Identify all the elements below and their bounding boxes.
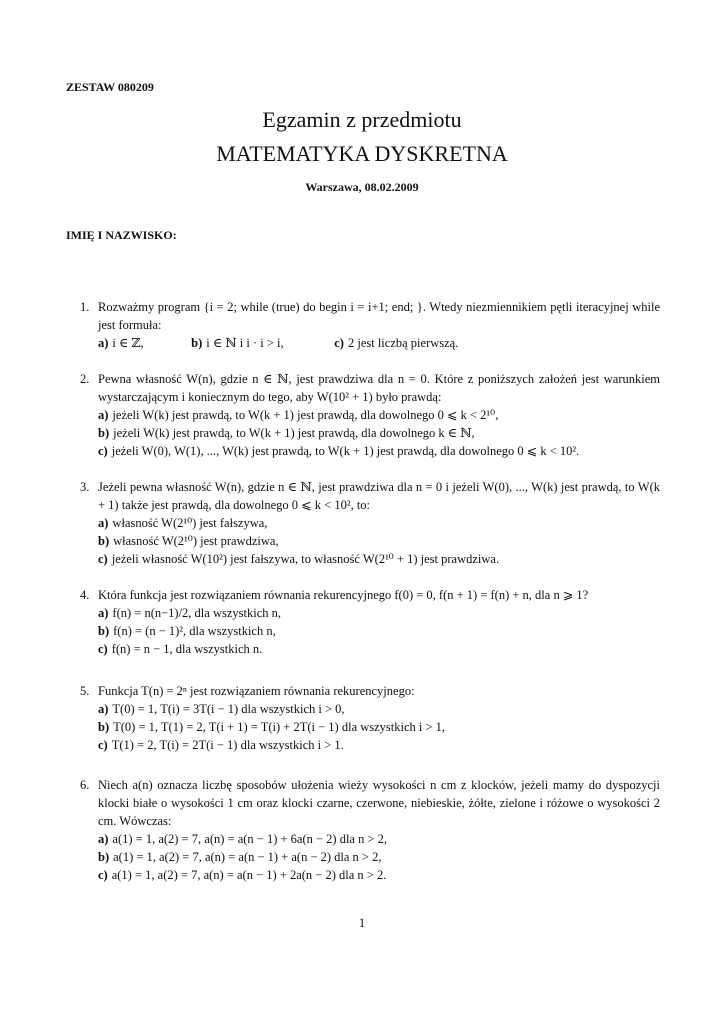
question-1 [80,298,660,352]
question-text: Funkcja T(n) = 2ⁿ jest rozwiązaniem równania rekurencyjnego: [98,684,415,698]
option-letter: c) [98,868,108,882]
option-b [98,848,660,866]
option-letter: a) [98,336,109,350]
option-letter: c) [98,552,108,566]
question-number: 3. [80,480,90,494]
option-text: T(0) = 1, T(1) = 2, T(i + 1) = T(i) + 2T(i − 1) dla wszystkich i > 1, [113,720,446,734]
option-text: i ∈ ℤ, [112,336,144,350]
option-text: f(n) = n(n−1)/2, dla wszystkich n, [112,606,282,620]
option-letter: a) [98,516,109,530]
exam-title: Egzamin z przedmiotu [262,107,462,132]
option-letter: b) [98,624,110,638]
option-b [98,532,660,550]
option-b [98,718,660,736]
option-a [98,334,188,352]
option-text: f(n) = (n − 1)², dla wszystkich n, [113,624,276,638]
option-b [98,622,660,640]
option-b [98,424,660,442]
option-letter: c) [98,642,108,656]
option-letter: b) [98,426,110,440]
question-text: Która funkcja jest rozwiązaniem równania rekurencyjnego f(0) = 0, f(n + 1) = f(n) + n, dla n ⩾ 1? [98,588,589,602]
option-letter: a) [98,832,109,846]
option-c [98,736,660,754]
option-c [334,334,458,352]
option-c [98,866,660,884]
option-text: jeżeli własność W(10²) jest fałszywa, to własność W(2¹⁰ + 1) jest prawdziwa. [111,552,500,566]
question-number: 2. [80,372,90,386]
option-letter: a) [98,702,109,716]
option-letter: a) [98,408,109,422]
question-text: Niech a(n) oznacza liczbę sposobów ułożenia wieży wysokości n cm z klocków, jeżeli mamy do dyspozycji klocki białe o wysokości 1 cm oraz klocki czarne, czerwone, niebieskie, żółte, zielone i różowe o wysokości 2 cm. Wówczas: [98,778,660,828]
question-text: Pewna własność W(n), gdzie n ∈ ℕ, jest prawdziwa dla n = 0. Które z poniższych założeń jest warunkiem wystarczającym i koniecznym do tego, aby W(10² + 1) było prawdą: [98,372,660,404]
course-title: MATEMATYKA DYSKRETNA [216,141,508,166]
option-a [98,830,660,848]
option-text: własność W(2¹⁰) jest prawdziwa, [113,534,279,548]
option-text: f(n) = n − 1, dla wszystkich n. [111,642,263,656]
question-3 [80,478,660,568]
option-letter: c) [334,336,344,350]
question-6 [80,776,660,884]
name-field-label: IMIĘ I NAZWISKO: [66,228,177,242]
option-letter: c) [98,444,108,458]
question-number: 5. [80,684,90,698]
question-4 [80,586,660,658]
option-text: jeżeli W(k) jest prawdą, to W(k + 1) jest prawdą, dla dowolnego k ∈ ℕ, [113,426,475,440]
option-b [191,334,331,352]
question-number: 6. [80,778,90,792]
option-a [98,700,660,718]
set-code: ZESTAW 080209 [66,80,154,94]
option-letter: b) [98,850,110,864]
option-text: a(1) = 1, a(2) = 7, a(n) = a(n − 1) + 2a(n − 2) dla n > 2. [111,868,387,882]
option-text: a(1) = 1, a(2) = 7, a(n) = a(n − 1) + a(n − 2) dla n > 2, [113,850,382,864]
page-number: 1 [358,916,366,930]
option-text: 2 jest liczbą pierwszą. [347,336,459,350]
option-text: jeżeli W(0), W(1), ..., W(k) jest prawdą, to W(k + 1) jest prawdą, dla dowolnego 0 ⩽ k < 10². [111,444,580,458]
option-c [98,640,660,658]
option-a [98,406,660,424]
question-5 [80,682,660,754]
question-number: 1. [80,300,90,314]
option-c [98,550,660,568]
option-text: T(0) = 1, T(i) = 3T(i − 1) dla wszystkich i > 0, [112,702,345,716]
option-letter: b) [98,720,110,734]
option-letter: c) [98,738,108,752]
option-text: a(1) = 1, a(2) = 7, a(n) = a(n − 1) + 6a(n − 2) dla n > 2, [112,832,388,846]
option-text: jeżeli W(k) jest prawdą, to W(k + 1) jest prawdą, dla dowolnego 0 ⩽ k < 2¹⁰, [112,408,499,422]
question-number: 4. [80,588,90,602]
place-date: Warszawa, 08.02.2009 [305,180,419,194]
option-letter: a) [98,606,109,620]
option-text: własność W(2¹⁰) jest fałszywa, [112,516,268,530]
option-a [98,604,660,622]
question-text: Rozważmy program {i = 2; while (true) do begin i = i+1; end; }. Wtedy niezmiennikiem pętli iteracyjnej while jest formuła: [98,300,660,332]
option-text: T(1) = 2, T(i) = 2T(i − 1) dla wszystkich i > 1. [111,738,344,752]
option-letter: b) [191,336,203,350]
option-letter: b) [98,534,110,548]
question-text: Jeżeli pewna własność W(n), gdzie n ∈ ℕ, jest prawdziwa dla n = 0 i jeżeli W(0), ..., W(k) jest prawdą, to W(k + 1) także jest prawdą, dla dowolnego 0 ⩽ k < 10², to: [98,480,660,512]
option-row [98,334,660,352]
option-a [98,514,660,532]
question-2 [80,370,660,460]
option-text: i ∈ ℕ i i · i > i, [206,336,284,350]
option-c [98,442,660,460]
